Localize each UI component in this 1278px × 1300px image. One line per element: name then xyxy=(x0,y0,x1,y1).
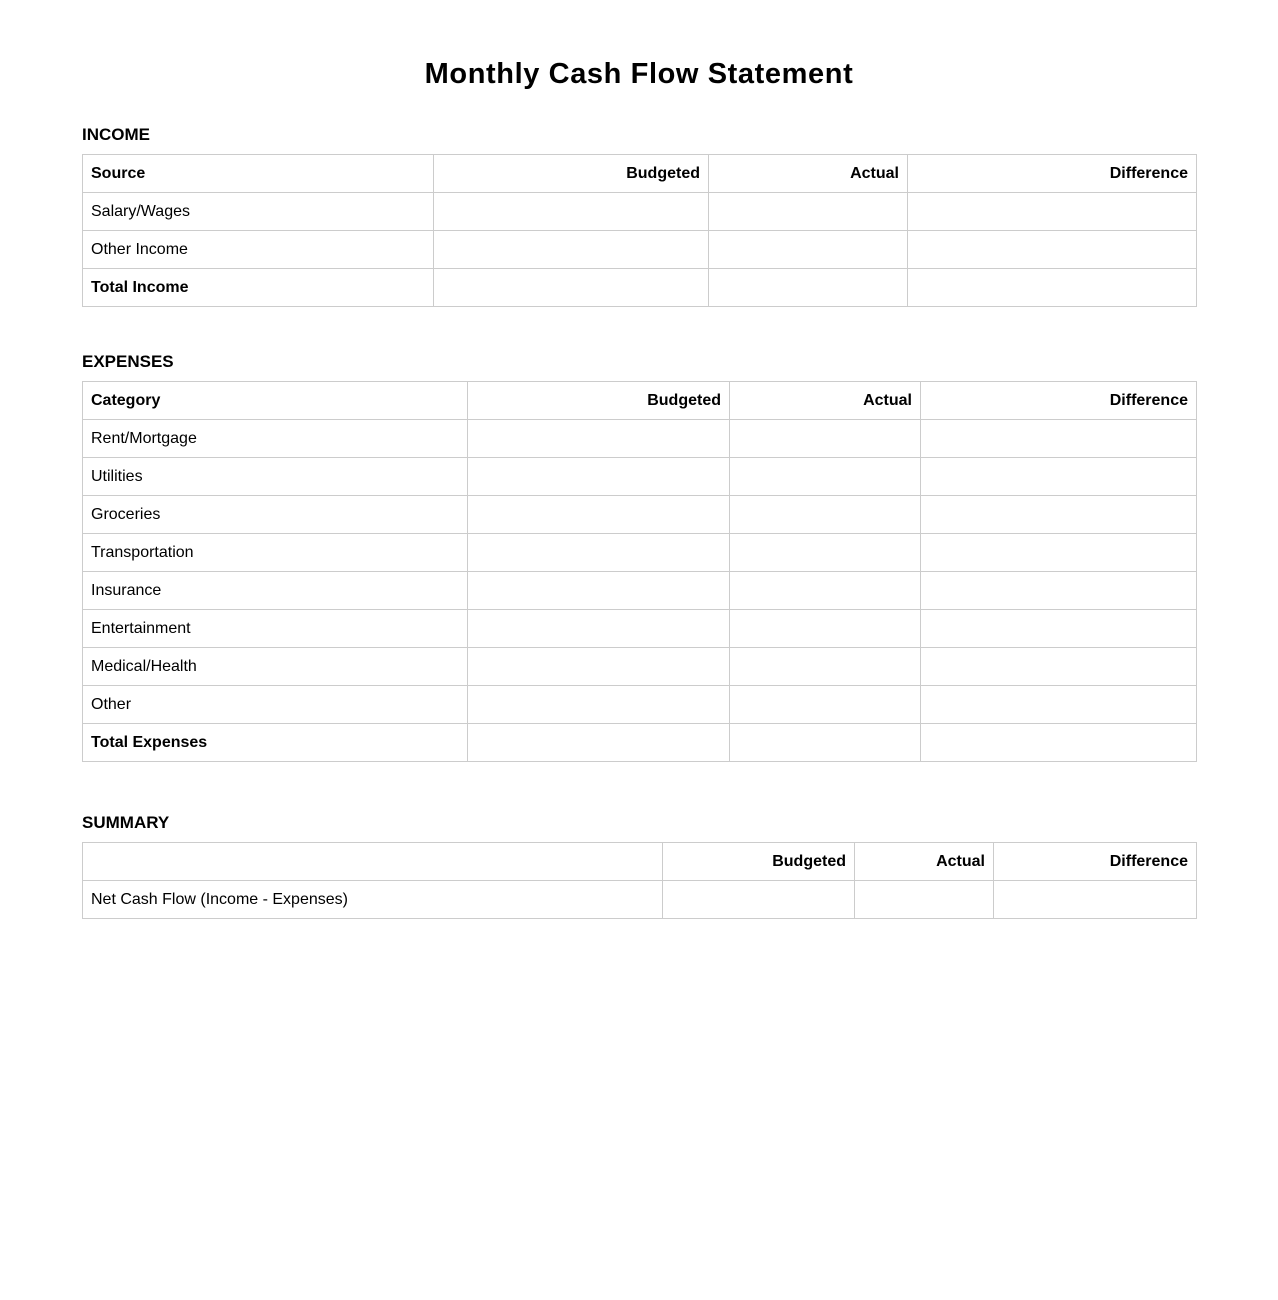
table-row xyxy=(83,610,1197,648)
row-label: Net Cash Flow (Income - Expenses) xyxy=(83,881,663,919)
row-label: Other xyxy=(83,686,468,724)
total-difference-cell[interactable] xyxy=(921,724,1197,762)
column-header-category: Category xyxy=(83,382,468,420)
difference-cell[interactable] xyxy=(994,881,1197,919)
difference-cell[interactable] xyxy=(921,420,1197,458)
table-header-row xyxy=(83,155,1197,193)
column-header-difference: Difference xyxy=(994,843,1197,881)
budgeted-cell[interactable] xyxy=(468,648,730,686)
table-row xyxy=(83,648,1197,686)
budgeted-cell[interactable] xyxy=(468,534,730,572)
actual-cell[interactable] xyxy=(730,572,921,610)
budgeted-cell[interactable] xyxy=(663,881,855,919)
difference-cell[interactable] xyxy=(908,231,1197,269)
row-label: Salary/Wages xyxy=(83,193,434,231)
column-header-actual: Actual xyxy=(730,382,921,420)
total-row xyxy=(83,269,1197,307)
actual-cell[interactable] xyxy=(730,458,921,496)
actual-cell[interactable] xyxy=(730,496,921,534)
table-row xyxy=(83,686,1197,724)
difference-cell[interactable] xyxy=(908,193,1197,231)
column-header-difference: Difference xyxy=(921,382,1197,420)
budgeted-cell[interactable] xyxy=(468,572,730,610)
column-header-actual: Actual xyxy=(709,155,908,193)
column-header-source: Source xyxy=(83,155,434,193)
total-actual-cell[interactable] xyxy=(730,724,921,762)
total-row xyxy=(83,724,1197,762)
table-header-row xyxy=(83,382,1197,420)
budgeted-cell[interactable] xyxy=(468,686,730,724)
budgeted-cell[interactable] xyxy=(468,496,730,534)
row-label: Entertainment xyxy=(83,610,468,648)
column-header-budgeted: Budgeted xyxy=(468,382,730,420)
total-budgeted-cell[interactable] xyxy=(434,269,709,307)
actual-cell[interactable] xyxy=(730,686,921,724)
summary-section xyxy=(82,813,1196,919)
row-label: Other Income xyxy=(83,231,434,269)
row-label: Rent/Mortgage xyxy=(83,420,468,458)
difference-cell[interactable] xyxy=(921,648,1197,686)
actual-cell[interactable] xyxy=(855,881,994,919)
actual-cell[interactable] xyxy=(730,610,921,648)
expenses-table xyxy=(82,381,1197,762)
actual-cell[interactable] xyxy=(730,648,921,686)
table-row xyxy=(83,193,1197,231)
column-header-item xyxy=(83,843,663,881)
difference-cell[interactable] xyxy=(921,610,1197,648)
row-label: Medical/Health xyxy=(83,648,468,686)
column-header-budgeted: Budgeted xyxy=(434,155,709,193)
actual-cell[interactable] xyxy=(730,420,921,458)
difference-cell[interactable] xyxy=(921,534,1197,572)
actual-cell[interactable] xyxy=(709,193,908,231)
column-header-actual: Actual xyxy=(855,843,994,881)
page-title: Monthly Cash Flow Statement xyxy=(424,58,854,90)
table-row xyxy=(83,420,1197,458)
table-header-row xyxy=(83,843,1197,881)
table-row xyxy=(83,231,1197,269)
difference-cell[interactable] xyxy=(921,686,1197,724)
difference-cell[interactable] xyxy=(921,572,1197,610)
income-table xyxy=(82,154,1197,307)
expenses-heading: EXPENSES xyxy=(82,352,174,371)
actual-cell[interactable] xyxy=(730,534,921,572)
summary-table xyxy=(82,842,1197,919)
total-difference-cell[interactable] xyxy=(908,269,1197,307)
row-label: Groceries xyxy=(83,496,468,534)
summary-heading: SUMMARY xyxy=(82,813,170,832)
column-header-budgeted: Budgeted xyxy=(663,843,855,881)
difference-cell[interactable] xyxy=(921,458,1197,496)
income-section xyxy=(82,125,1196,307)
table-row xyxy=(83,496,1197,534)
budgeted-cell[interactable] xyxy=(468,458,730,496)
table-row xyxy=(83,881,1197,919)
difference-cell[interactable] xyxy=(921,496,1197,534)
budgeted-cell[interactable] xyxy=(434,231,709,269)
column-header-difference: Difference xyxy=(908,155,1197,193)
table-row xyxy=(83,534,1197,572)
row-label: Insurance xyxy=(83,572,468,610)
total-label: Total Income xyxy=(83,269,434,307)
budgeted-cell[interactable] xyxy=(434,193,709,231)
budgeted-cell[interactable] xyxy=(468,610,730,648)
actual-cell[interactable] xyxy=(709,231,908,269)
table-row xyxy=(83,458,1197,496)
budgeted-cell[interactable] xyxy=(468,420,730,458)
income-heading: INCOME xyxy=(82,125,150,144)
total-budgeted-cell[interactable] xyxy=(468,724,730,762)
expenses-section xyxy=(82,352,1196,762)
total-label: Total Expenses xyxy=(83,724,468,762)
total-actual-cell[interactable] xyxy=(709,269,908,307)
row-label: Transportation xyxy=(83,534,468,572)
table-row xyxy=(83,572,1197,610)
row-label: Utilities xyxy=(83,458,468,496)
